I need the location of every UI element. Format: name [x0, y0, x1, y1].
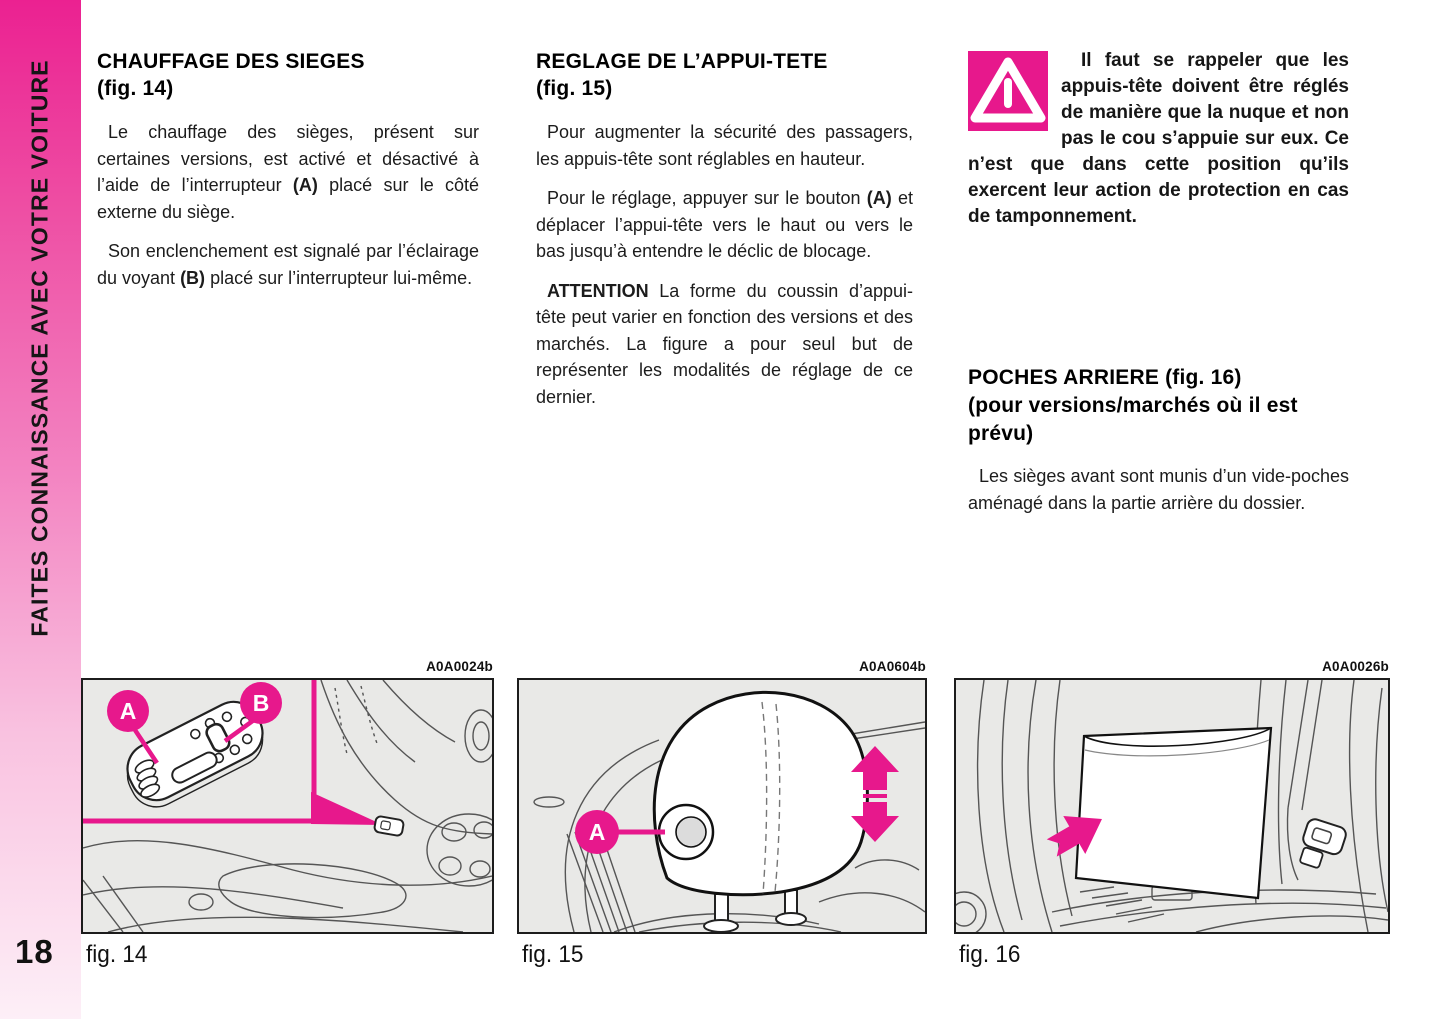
figure-15-frame — [517, 678, 927, 934]
figure-15-code: A0A0604b — [859, 659, 926, 674]
text-run: et déplacer l’appui-tête vers le haut ou vers le bas jusqu’à entendre le déclic de blocage. — [536, 188, 914, 261]
figure-14-code: A0A0024b — [426, 659, 493, 674]
pocket — [1076, 728, 1271, 898]
page-number: 18 — [15, 933, 54, 970]
seatback-pocket-illustration — [956, 680, 1388, 932]
figure-16-code: A0A0026b — [1322, 659, 1389, 674]
section-warning — [968, 48, 1349, 230]
text-run: placé sur le côté externe du siège. — [97, 175, 479, 222]
text-run: Pour le réglage, appuyer sur le bouton — [547, 188, 867, 208]
section-poches-arriere — [968, 364, 1349, 529]
paragraph-reglage-1: Pour augmenter la sécurité des passagers, les appuis-tête sont réglables en hauteur. — [536, 122, 913, 169]
section-chauffage-sieges — [97, 48, 479, 304]
figure-14 — [81, 659, 494, 969]
paragraph-poches-1: Les sièges avant sont munis d’un vide-poches aménagé dans la partie arrière du dossier. — [968, 466, 1349, 513]
heading-poches-sub: (pour versions/marchés où il est prévu) — [968, 394, 1298, 445]
figure-14-caption: fig. 14 — [86, 941, 148, 968]
callout-a — [107, 690, 157, 763]
figure-15 — [517, 659, 927, 969]
section-reglage-appui-tete — [536, 48, 913, 423]
chapter-sidebar — [0, 0, 81, 1019]
heading-poches-figref: (fig. 16) — [1165, 366, 1242, 389]
paragraph-chauffage-1 — [97, 119, 479, 225]
switch-on-seat — [374, 816, 404, 837]
warning-text: Il faut se rappeler que les appuis-tête doivent être réglés de manière que la nuque et non pas le cou s’appuie sur eux. Ce n’est que dans cette position qu’ils exercent leur action de protection en cas de tamponnement. — [968, 50, 1349, 227]
ref-b-bold: (B) — [180, 267, 206, 288]
figure-15-caption: fig. 15 — [522, 941, 584, 968]
heading-reglage-title: REGLAGE DE L’APPUI-TETE — [536, 50, 828, 73]
ref-a-bold: (A) — [292, 175, 318, 195]
paragraph-attention — [536, 278, 913, 411]
heading-reglage-figref: (fig. 15) — [536, 77, 613, 100]
text-run: placé sur l’interrupteur lui-même. — [205, 267, 473, 288]
warning-paragraph — [968, 48, 1349, 230]
heading-chauffage-figref: (fig. 14) — [97, 77, 174, 100]
heading-chauffage — [97, 48, 479, 102]
heading-chauffage-title: CHAUFFAGE DES SIEGES — [97, 50, 365, 73]
heading-poches — [968, 364, 1349, 448]
text-run: Le chauffage des sièges, présent sur certaines versions, est activé et désactivé à l’aide de l’interrupteur — [97, 122, 479, 195]
ref-a-bold: (A) — [866, 188, 892, 208]
callout-b-letter: B — [252, 690, 270, 716]
paragraph-chauffage-2 — [97, 238, 479, 291]
text-run: La forme du coussin d’appui-tête peut varier en fonction des versions et des marchés. La figure a pour seul but de représenter les modalités de réglage de ce dernier. — [536, 280, 913, 407]
callout-a — [575, 810, 665, 854]
figure-14-frame — [81, 678, 494, 934]
callout-a-letter: A — [588, 819, 606, 845]
text-run: Son enclenchement est signalé par l’éclairage du voyant — [97, 241, 479, 288]
heading-poches-title: POCHES ARRIERE — [968, 366, 1160, 389]
headrest-illustration — [519, 680, 925, 932]
seat-heater-switch-illustration — [83, 680, 492, 932]
figure-16-frame — [954, 678, 1390, 934]
figure-16 — [954, 659, 1390, 969]
attention-label: ATTENTION — [547, 280, 649, 301]
heading-reglage — [536, 48, 913, 102]
chapter-title-vertical: FAITES CONNAISSANCE AVEC VOTRE VOITURE — [26, 59, 53, 637]
warning-triangle-icon — [968, 51, 1048, 131]
paragraph-reglage-2 — [536, 185, 913, 265]
figure-16-caption: fig. 16 — [959, 941, 1021, 968]
callout-a-letter: A — [119, 698, 137, 724]
